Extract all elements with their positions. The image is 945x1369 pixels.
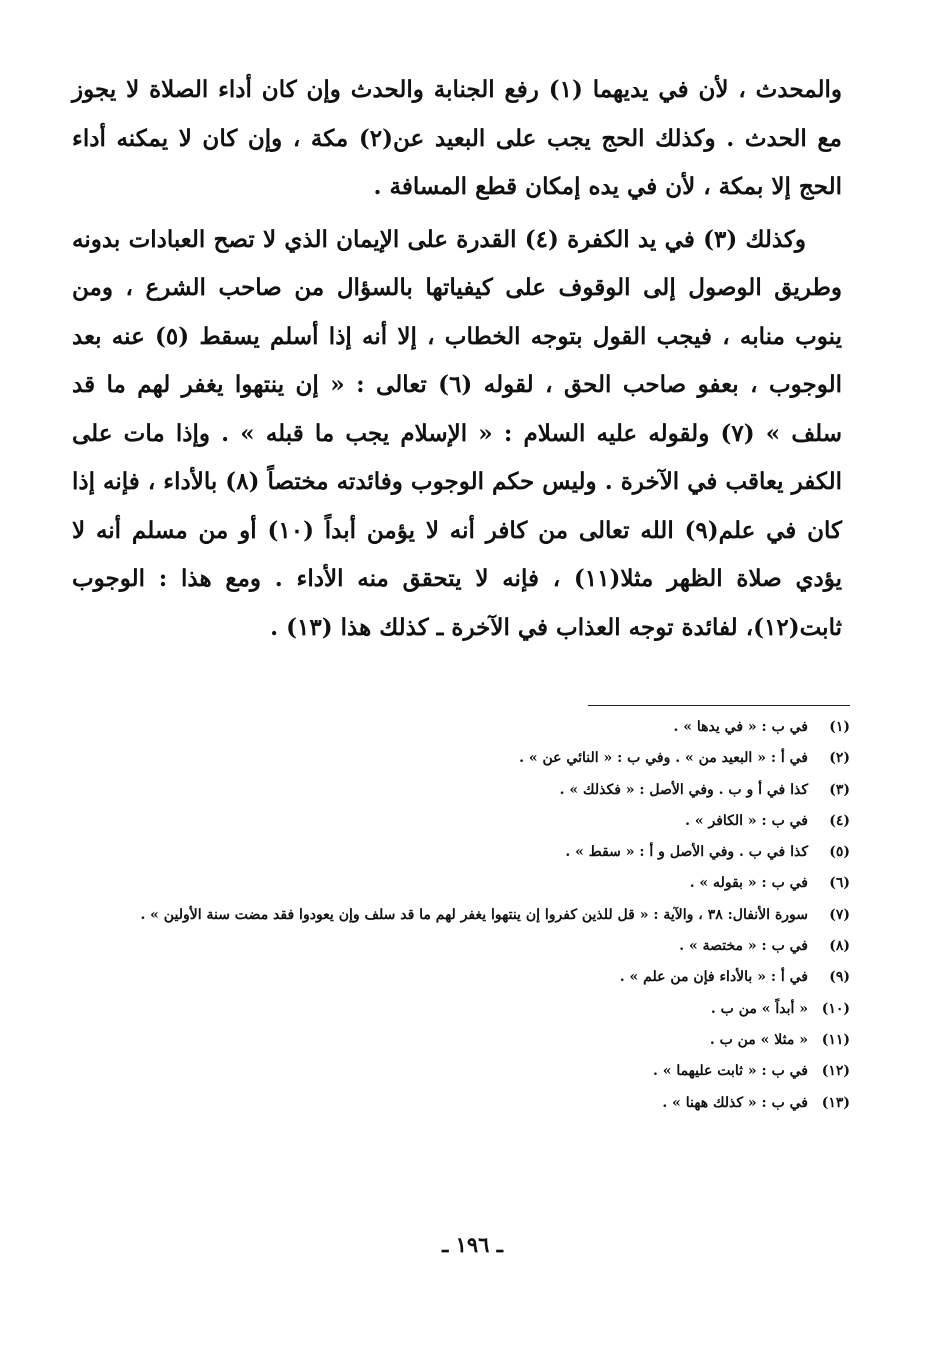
footnote-text: « أبداً » من ب . <box>710 1000 808 1017</box>
footnote-number: (٤) <box>829 812 850 829</box>
footnote <box>72 837 850 868</box>
footnote-text: « مثلا » من ب . <box>709 1031 808 1048</box>
footnote-text: في أ : « بالأداء فإن من علم » . <box>619 969 808 986</box>
footnote-text: في ب : « مختصة » . <box>679 938 808 955</box>
footnote <box>72 1056 850 1087</box>
footnote <box>72 743 850 774</box>
footnote-text: كذا في أ و ب . وفي الأصل : « فكذلك » . <box>559 781 808 798</box>
footnote-number: (١) <box>829 719 850 735</box>
footnote-number: (٨) <box>829 938 850 955</box>
footnote-text: في أ : « البعيد من » . وفي ب : « النائي عن » . <box>519 750 808 767</box>
footnote-text: في ب : « بقوله » . <box>689 875 808 892</box>
footnote-number: (١٢) <box>821 1063 850 1080</box>
footnote-text: كذا في ب . وفي الأصل و أ : « سقط » . <box>565 844 808 861</box>
paragraph-1: والمحدث ، لأن في يديهما (١) رفع الجنابة والحدث وإن كان أداء الصلاة لا يجوز مع الحدث . وكذلك الحج يجب على البعيد عن(٢) مكة ، وإن كان لا يمكنه أداء الحج إلا بمكة ، لأن في يده إمكان قطع المسافة . <box>72 76 843 200</box>
footnote-number: (١١) <box>821 1031 850 1048</box>
footnote <box>72 900 850 931</box>
paragraph-2: وكذلك (٣) في يد الكفرة (٤) القدرة على الإيمان الذي لا تصح العبادات بدونه وطريق الوصول إلى الوقوف على كيفياتها بالسؤال من صاحب الشرع ، ومن ينوب منابه ، فيجب القول بتوجه الخطاب ، إلا أنه إذا أسلم يسقط (٥) عنه بعد الوجوب ، بعفو صاحب الحق ، لقوله (٦) تعالى : « إن ينتهوا يغفر لهم ما قد سلف » (٧) ولقوله عليه السلام : « الإسلام يجب ما قبله » . وإذا مات على الكفر يعاقب في الآخرة . وليس حكم الوجوب وفائدته مختصاً (٨) بالأداء ، فإنه إذا كان في علم(٩) الله تعالى من كافر أنه لا يؤمن أبداً (١٠) أو من مسلم أنه لا يؤدي صلاة الظهر مثلا(١١) ، فإنه لا يتحقق منه الأداء . ومع هذا : الوجوب ثابت(١٢)، لفائدة توجه العذاب في الآخرة ـ كذلك هذا (١٣) . <box>72 225 843 641</box>
footnote-number: (٥) <box>829 844 850 861</box>
footnote <box>72 775 850 806</box>
main-text <box>72 66 842 656</box>
footnote-number: (٢) <box>829 750 850 767</box>
footnote-text: في ب : « كذلك ههنا » . <box>662 1094 808 1111</box>
footnote-text: في ب : « الكافر » . <box>685 812 808 829</box>
footnote-number: (٩) <box>829 969 850 986</box>
footnote <box>72 806 850 837</box>
footnote-separator <box>588 705 850 706</box>
footnote-text: سورة الأنفال: ٣٨ ، والآية : « قل للذين كفروا إن ينتهوا يغفر لهم ما قد سلف وإن يعودوا فقد مضت سنة الأولين » . <box>140 906 808 923</box>
footnote-number: (٣) <box>829 781 850 798</box>
page-number: ـ ١٩٦ ـ <box>442 1232 503 1257</box>
footnote-number: (١٠) <box>821 1000 850 1017</box>
footnote <box>72 931 850 962</box>
footnote-text: في ب : « ثابت عليهما » . <box>652 1063 808 1080</box>
footnotes <box>72 712 850 1119</box>
footnote <box>72 994 850 1025</box>
footnote <box>72 868 850 899</box>
footnote-number: (٦) <box>829 875 850 892</box>
footnote <box>72 712 850 743</box>
footnote-text: في ب : « في يدها » . <box>673 719 808 735</box>
footnote <box>72 1025 850 1056</box>
footnote-number: (٧) <box>829 906 850 923</box>
footnote <box>72 1088 850 1119</box>
footnote-number: (١٣) <box>821 1094 850 1111</box>
footnote <box>72 962 850 993</box>
